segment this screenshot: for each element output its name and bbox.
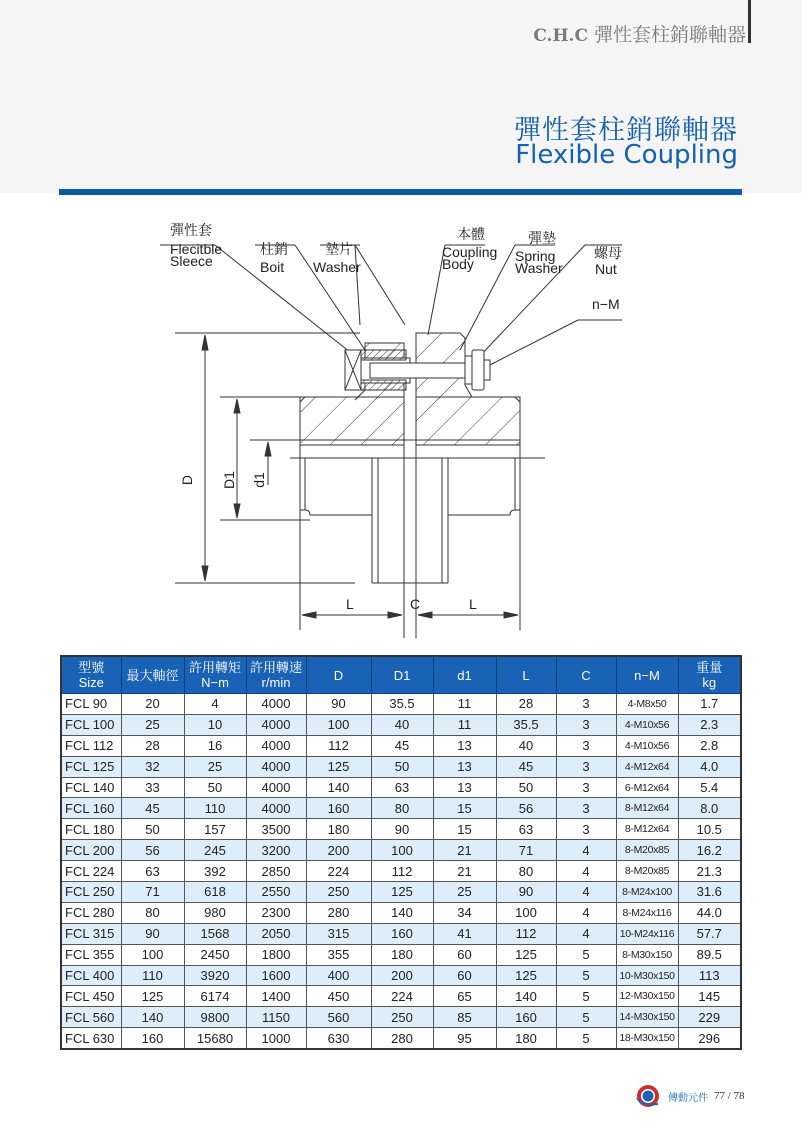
dim-C: C [410, 596, 421, 612]
label-washer-cn: 墊片 [325, 241, 353, 257]
column-header-nM [616, 656, 678, 694]
column-header-line1: 許用轉矩 [188, 660, 241, 675]
label-spring-cn: 彈墊 [528, 230, 556, 246]
table-cell-C: 3 [556, 819, 616, 840]
table-cell-D1: 45 [371, 735, 433, 756]
table-cell-weight: 44.0 [678, 902, 741, 923]
table-cell-weight: 2.3 [678, 714, 741, 735]
table-cell-D: 250 [306, 882, 371, 903]
table-cell-speed: 1150 [246, 1007, 306, 1028]
table-cell-size: FCL 630 [61, 1028, 121, 1049]
label-sleeve-en-1: Flecitble [170, 241, 223, 257]
table-cell-d1: 25 [433, 882, 496, 903]
table-cell-size: FCL 250 [61, 882, 121, 903]
table-cell-C: 5 [556, 944, 616, 965]
table-cell-D1: 224 [371, 986, 433, 1007]
table-row [61, 882, 741, 903]
column-header-line1: 許用轉速 [249, 660, 302, 675]
table-cell-max-bore: 33 [121, 777, 184, 798]
table-row [61, 986, 741, 1007]
table-cell-L: 112 [496, 923, 556, 944]
table-cell-weight: 2.8 [678, 735, 741, 756]
table-cell-torque: 3920 [184, 965, 246, 986]
table-cell-L: 28 [496, 694, 556, 715]
table-cell-d1: 13 [433, 735, 496, 756]
table-cell-C: 3 [556, 714, 616, 735]
dim-L-left: L [346, 596, 354, 612]
table-cell-d1: 13 [433, 777, 496, 798]
coupling-diagram [160, 210, 640, 640]
table-cell-nM: 10-M30x150 [616, 965, 678, 986]
table-cell-nM: 4-M12x64 [616, 756, 678, 777]
table-cell-d1: 13 [433, 756, 496, 777]
table-cell-torque: 245 [184, 840, 246, 861]
table-cell-L: 140 [496, 986, 556, 1007]
table-cell-C: 3 [556, 756, 616, 777]
table-row [61, 735, 741, 756]
page-number: 77 / 78 [714, 1090, 745, 1102]
label-body-cn: 本體 [457, 226, 485, 242]
table-cell-max-bore: 125 [121, 986, 184, 1007]
table-row [61, 694, 741, 715]
table-cell-max-bore: 28 [121, 735, 184, 756]
table-cell-nM: 4-M10x56 [616, 735, 678, 756]
table-cell-max-bore: 100 [121, 944, 184, 965]
label-nut-en: Nut [595, 261, 617, 277]
table-cell-max-bore: 20 [121, 694, 184, 715]
table-cell-speed: 4000 [246, 777, 306, 798]
table-cell-D1: 40 [371, 714, 433, 735]
column-header-line1: D [333, 667, 344, 683]
label-spring-en-2: Washer [515, 260, 563, 276]
table-cell-weight: 296 [678, 1028, 741, 1049]
label-bolt-cn: 柱銷 [260, 241, 288, 257]
table-cell-speed: 2850 [246, 861, 306, 882]
table-cell-C: 5 [556, 1007, 616, 1028]
table-cell-size: FCL 315 [61, 923, 121, 944]
table-cell-max-bore: 25 [121, 714, 184, 735]
table-cell-D: 200 [306, 840, 371, 861]
table-cell-nM: 8-M24x116 [616, 902, 678, 923]
brand-mark: C.H.C [533, 26, 588, 46]
table-cell-weight: 89.5 [678, 944, 741, 965]
table-cell-d1: 15 [433, 798, 496, 819]
table-cell-speed: 1400 [246, 986, 306, 1007]
table-cell-nM: 8-M30x150 [616, 944, 678, 965]
company-logo [636, 1084, 660, 1108]
table-cell-C: 4 [556, 840, 616, 861]
table-cell-C: 4 [556, 923, 616, 944]
table-cell-speed: 2550 [246, 882, 306, 903]
table-cell-max-bore: 32 [121, 756, 184, 777]
table-cell-max-bore: 140 [121, 1007, 184, 1028]
table-cell-D1: 50 [371, 756, 433, 777]
table-cell-torque: 16 [184, 735, 246, 756]
label-bolt-en: Boit [260, 259, 285, 275]
table-cell-size: FCL 400 [61, 965, 121, 986]
table-header-row [61, 656, 741, 694]
table-cell-L: 100 [496, 902, 556, 923]
table-cell-size: FCL 90 [61, 694, 121, 715]
table-cell-D: 280 [306, 902, 371, 923]
column-header-line1: 最大軸徑 [126, 667, 179, 683]
table-cell-nM: 18-M30x150 [616, 1028, 678, 1049]
table-cell-d1: 11 [433, 694, 496, 715]
table-cell-torque: 9800 [184, 1007, 246, 1028]
table-cell-D: 630 [306, 1028, 371, 1049]
table-cell-speed: 4000 [246, 735, 306, 756]
table-cell-d1: 85 [433, 1007, 496, 1028]
column-header-line1: n−M [634, 667, 660, 683]
table-cell-C: 3 [556, 735, 616, 756]
table-cell-torque: 980 [184, 902, 246, 923]
table-cell-nM: 8-M20x85 [616, 840, 678, 861]
page-title-cn: 彈性套柱銷聯軸器 [514, 115, 738, 145]
label-body-en-2: Body [442, 256, 474, 272]
table-cell-nM: 12-M30x150 [616, 986, 678, 1007]
table-row [61, 840, 741, 861]
table-cell-L: 180 [496, 1028, 556, 1049]
table-cell-D1: 112 [371, 861, 433, 882]
table-cell-speed: 4000 [246, 714, 306, 735]
table-cell-L: 63 [496, 819, 556, 840]
table-cell-weight: 113 [678, 965, 741, 986]
table-cell-nM: 8-M24x100 [616, 882, 678, 903]
header-divider [748, 0, 751, 43]
table-cell-weight: 57.7 [678, 923, 741, 944]
column-header-line1: d1 [457, 667, 472, 683]
table-cell-torque: 50 [184, 777, 246, 798]
table-cell-L: 160 [496, 1007, 556, 1028]
dim-D1: D1 [220, 471, 237, 489]
table-cell-weight: 145 [678, 986, 741, 1007]
table-cell-L: 50 [496, 777, 556, 798]
table-cell-C: 3 [556, 694, 616, 715]
table-cell-D1: 90 [371, 819, 433, 840]
table-row [61, 902, 741, 923]
column-header-size [61, 656, 121, 694]
table-cell-D: 112 [306, 735, 371, 756]
label-spring-en-1: Spring [515, 248, 556, 264]
label-nut-cn: 螺母 [594, 245, 622, 261]
table-cell-torque: 15680 [184, 1028, 246, 1049]
label-nm: n−M [592, 296, 620, 312]
table-cell-D: 355 [306, 944, 371, 965]
column-header-line1: 重量 [696, 660, 723, 675]
table-cell-max-bore: 80 [121, 902, 184, 923]
table-cell-D: 160 [306, 798, 371, 819]
table-cell-weight: 21.3 [678, 861, 741, 882]
table-cell-weight: 31.6 [678, 882, 741, 903]
column-header-d1 [433, 656, 496, 694]
table-cell-nM: 10-M24x116 [616, 923, 678, 944]
table-row [61, 714, 741, 735]
table-cell-C: 4 [556, 861, 616, 882]
table-cell-D1: 125 [371, 882, 433, 903]
table-cell-size: FCL 140 [61, 777, 121, 798]
table-cell-torque: 6174 [184, 986, 246, 1007]
label-sleeve-en-2: Sleece [170, 253, 213, 269]
table-cell-D1: 180 [371, 944, 433, 965]
table-cell-D: 400 [306, 965, 371, 986]
table-cell-torque: 25 [184, 756, 246, 777]
table-cell-d1: 41 [433, 923, 496, 944]
table-cell-weight: 4.0 [678, 756, 741, 777]
table-cell-torque: 2450 [184, 944, 246, 965]
table-row [61, 1028, 741, 1049]
table-cell-d1: 11 [433, 714, 496, 735]
table-cell-nM: 4-M10x56 [616, 714, 678, 735]
label-washer-en: Washer [313, 259, 361, 275]
table-cell-d1: 60 [433, 965, 496, 986]
spec-table [60, 655, 742, 1050]
column-header-line1: C [581, 667, 591, 683]
table-cell-L: 40 [496, 735, 556, 756]
column-header-torque [184, 656, 246, 694]
table-cell-C: 4 [556, 902, 616, 923]
table-cell-D: 125 [306, 756, 371, 777]
column-header-L [496, 656, 556, 694]
table-cell-max-bore: 110 [121, 965, 184, 986]
table-cell-nM: 8-M12x64 [616, 819, 678, 840]
table-cell-D: 224 [306, 861, 371, 882]
running-header [533, 20, 746, 47]
table-cell-speed: 4000 [246, 798, 306, 819]
column-header-line2: r/min [261, 675, 291, 690]
table-cell-size: FCL 224 [61, 861, 121, 882]
table-cell-speed: 1000 [246, 1028, 306, 1049]
table-cell-weight: 16.2 [678, 840, 741, 861]
coupling-drawing [160, 210, 640, 640]
table-cell-speed: 4000 [246, 756, 306, 777]
table-cell-size: FCL 112 [61, 735, 121, 756]
table-cell-size: FCL 180 [61, 819, 121, 840]
table-cell-nM: 4-M8x50 [616, 694, 678, 715]
column-header-max-bore [121, 656, 184, 694]
table-cell-D: 315 [306, 923, 371, 944]
table-cell-torque: 618 [184, 882, 246, 903]
page-footer [636, 1084, 745, 1108]
table-cell-D1: 200 [371, 965, 433, 986]
table-cell-max-bore: 56 [121, 840, 184, 861]
table-cell-D: 180 [306, 819, 371, 840]
table-cell-L: 90 [496, 882, 556, 903]
table-cell-max-bore: 90 [121, 923, 184, 944]
table-cell-L: 80 [496, 861, 556, 882]
table-cell-torque: 157 [184, 819, 246, 840]
table-cell-D1: 140 [371, 902, 433, 923]
table-cell-nM: 14-M30x150 [616, 1007, 678, 1028]
table-cell-torque: 4 [184, 694, 246, 715]
table-cell-torque: 110 [184, 798, 246, 819]
table-cell-speed: 2300 [246, 902, 306, 923]
footer-brand: 傳動元件 [668, 1092, 708, 1104]
label-body-en-1: Coupling [442, 244, 498, 260]
table-cell-L: 45 [496, 756, 556, 777]
table-cell-C: 5 [556, 1028, 616, 1049]
table-row [61, 798, 741, 819]
table-cell-weight: 1.7 [678, 694, 741, 715]
column-header-D1 [371, 656, 433, 694]
column-header-speed [246, 656, 306, 694]
table-cell-D1: 100 [371, 840, 433, 861]
table-cell-size: FCL 125 [61, 756, 121, 777]
table-cell-D: 90 [306, 694, 371, 715]
column-header-line2: Size [78, 675, 104, 690]
table-cell-weight: 8.0 [678, 798, 741, 819]
column-header-weight [678, 656, 741, 694]
table-row [61, 965, 741, 986]
dim-D: D [179, 474, 196, 486]
table-row [61, 1007, 741, 1028]
table-cell-size: FCL 355 [61, 944, 121, 965]
table-row [61, 819, 741, 840]
column-header-line1: 型號 [78, 660, 105, 675]
table-cell-size: FCL 450 [61, 986, 121, 1007]
table-cell-D1: 35.5 [371, 694, 433, 715]
table-row [61, 861, 741, 882]
page-title-en: Flexible Coupling [515, 140, 738, 170]
table-cell-d1: 21 [433, 840, 496, 861]
column-header-line1: D1 [393, 667, 411, 683]
table-cell-D: 100 [306, 714, 371, 735]
running-title: 彈性套柱銷聯軸器 [593, 25, 746, 46]
table-cell-d1: 21 [433, 861, 496, 882]
table-cell-L: 56 [496, 798, 556, 819]
table-cell-C: 5 [556, 986, 616, 1007]
table-cell-D1: 80 [371, 798, 433, 819]
column-header-line2: N−m [201, 675, 229, 690]
table-cell-max-bore: 160 [121, 1028, 184, 1049]
column-header-C [556, 656, 616, 694]
table-cell-D: 140 [306, 777, 371, 798]
table-cell-nM: 8-M20x85 [616, 861, 678, 882]
table-cell-d1: 15 [433, 819, 496, 840]
column-header-line2: kg [702, 675, 717, 690]
table-cell-max-bore: 71 [121, 882, 184, 903]
table-cell-C: 3 [556, 798, 616, 819]
table-cell-nM: 8-M12x64 [616, 798, 678, 819]
table-cell-d1: 95 [433, 1028, 496, 1049]
table-cell-L: 125 [496, 944, 556, 965]
table-cell-d1: 34 [433, 902, 496, 923]
table-cell-C: 3 [556, 777, 616, 798]
title-rule [59, 189, 742, 195]
table-cell-D: 560 [306, 1007, 371, 1028]
table-cell-size: FCL 280 [61, 902, 121, 923]
table-cell-weight: 229 [678, 1007, 741, 1028]
table-cell-size: FCL 100 [61, 714, 121, 735]
table-cell-size: FCL 200 [61, 840, 121, 861]
table-cell-size: FCL 560 [61, 1007, 121, 1028]
table-cell-max-bore: 63 [121, 861, 184, 882]
table-cell-C: 5 [556, 965, 616, 986]
table-cell-speed: 3200 [246, 840, 306, 861]
table-cell-speed: 1600 [246, 965, 306, 986]
table-row [61, 777, 741, 798]
table-cell-nM: 6-M12x64 [616, 777, 678, 798]
table-cell-max-bore: 45 [121, 798, 184, 819]
table-cell-speed: 3500 [246, 819, 306, 840]
table-cell-D: 450 [306, 986, 371, 1007]
table-cell-D1: 63 [371, 777, 433, 798]
table-cell-max-bore: 50 [121, 819, 184, 840]
table-cell-weight: 5.4 [678, 777, 741, 798]
table-cell-L: 35.5 [496, 714, 556, 735]
dim-L-right: L [469, 596, 477, 612]
table-cell-torque: 392 [184, 861, 246, 882]
table-cell-weight: 10.5 [678, 819, 741, 840]
table-cell-size: FCL 160 [61, 798, 121, 819]
table-cell-speed: 2050 [246, 923, 306, 944]
table-cell-speed: 4000 [246, 694, 306, 715]
dim-d1: d1 [250, 472, 267, 488]
table-cell-torque: 10 [184, 714, 246, 735]
table-cell-L: 71 [496, 840, 556, 861]
table-row [61, 756, 741, 777]
table-cell-d1: 65 [433, 986, 496, 1007]
label-sleeve-cn: 彈性套 [170, 222, 212, 238]
table-cell-D1: 280 [371, 1028, 433, 1049]
table-cell-D1: 250 [371, 1007, 433, 1028]
table-cell-D1: 160 [371, 923, 433, 944]
table-cell-torque: 1568 [184, 923, 246, 944]
column-header-line1: L [522, 667, 530, 683]
table-row [61, 923, 741, 944]
table-cell-L: 125 [496, 965, 556, 986]
table-cell-d1: 60 [433, 944, 496, 965]
table-cell-speed: 1800 [246, 944, 306, 965]
table-row [61, 944, 741, 965]
table-cell-C: 4 [556, 882, 616, 903]
column-header-D [306, 656, 371, 694]
